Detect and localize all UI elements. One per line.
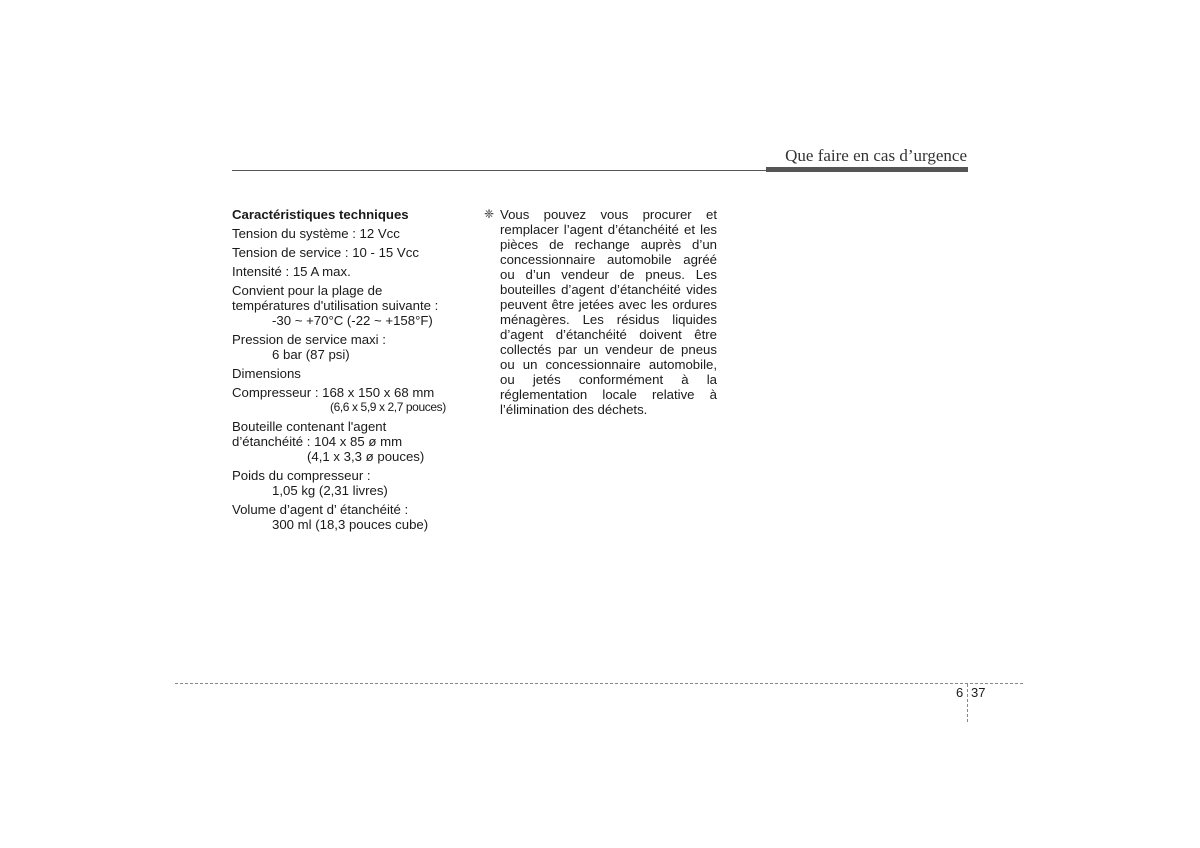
page-number: 37 (971, 685, 986, 700)
spec-temperature-range (232, 283, 472, 328)
spec-line: d’étanchéité : 104 x 85 ø mm (232, 434, 403, 449)
spec-line: Intensité : 15 A max. (232, 264, 351, 279)
spec-value: 1,05 kg (2,31 livres) (272, 483, 388, 498)
note-text: Vous pouvez vous procurer et remplacer l’agent d’étanchéité et les pièces de rechange auprès d’un concessionnaire automobile agréé ou d’un vendeur de pneus. Les bouteilles d’agent d’étanchéité vides peuvent être jetées avec les ordures ménagères. Les résidus liquides d’agent d’étanchéité doivent être collectés par un vendeur de pneus ou un concessionnaire automobile, ou jetés conformément à la réglementation locale relative à l’élimination des déchets. (500, 207, 717, 417)
chapter-number: 6 (956, 685, 964, 700)
footer-divider (967, 684, 968, 722)
spec-value: (4,1 x 3,3 ø pouces) (307, 449, 425, 464)
header-rule (232, 170, 766, 171)
spec-value: 300 ml (18,3 pouces cube) (272, 517, 429, 532)
note-section (484, 207, 717, 417)
spec-dimensions (232, 366, 472, 381)
spec-line: Poids du compresseur : (232, 468, 371, 483)
spec-line: Pression de service maxi : (232, 332, 386, 347)
spec-line: Tension du système : 12 Vcc (232, 226, 400, 241)
spec-value: -30 ~ +70°C (-22 ~ +158°F) (272, 313, 433, 328)
spec-line: Compresseur : 168 x 150 x 68 mm (232, 385, 435, 400)
spec-line: Tension de service : 10 - 15 Vcc (232, 245, 419, 260)
note-asterism-icon: ❈ (484, 207, 495, 221)
spec-current (232, 264, 472, 279)
specifications-heading: Caractéristiques techniques (232, 207, 409, 222)
spec-line: Bouteille contenant l'agent (232, 419, 387, 434)
spec-line: Dimensions (232, 366, 301, 381)
chapter-title: Que faire en cas d’urgence (785, 146, 967, 165)
spec-service-voltage (232, 245, 472, 260)
spec-line: températures d'utilisation suivante : (232, 298, 439, 313)
spec-compressor (232, 385, 472, 415)
spec-system-voltage (232, 226, 472, 241)
spec-line: Volume d’agent d’ étanchéité : (232, 502, 409, 517)
spec-sealant-volume (232, 502, 472, 532)
header-bar (766, 167, 968, 172)
spec-pressure (232, 332, 472, 362)
spec-value: (6,6 x 5,9 x 2,7 pouces) (330, 400, 446, 414)
spec-value: 6 bar (87 psi) (272, 347, 350, 362)
spec-bottle (232, 419, 472, 464)
spec-line: Convient pour la plage de (232, 283, 383, 298)
footer-rule (175, 683, 1023, 684)
specifications-section (232, 207, 472, 536)
spec-compressor-weight (232, 468, 472, 498)
